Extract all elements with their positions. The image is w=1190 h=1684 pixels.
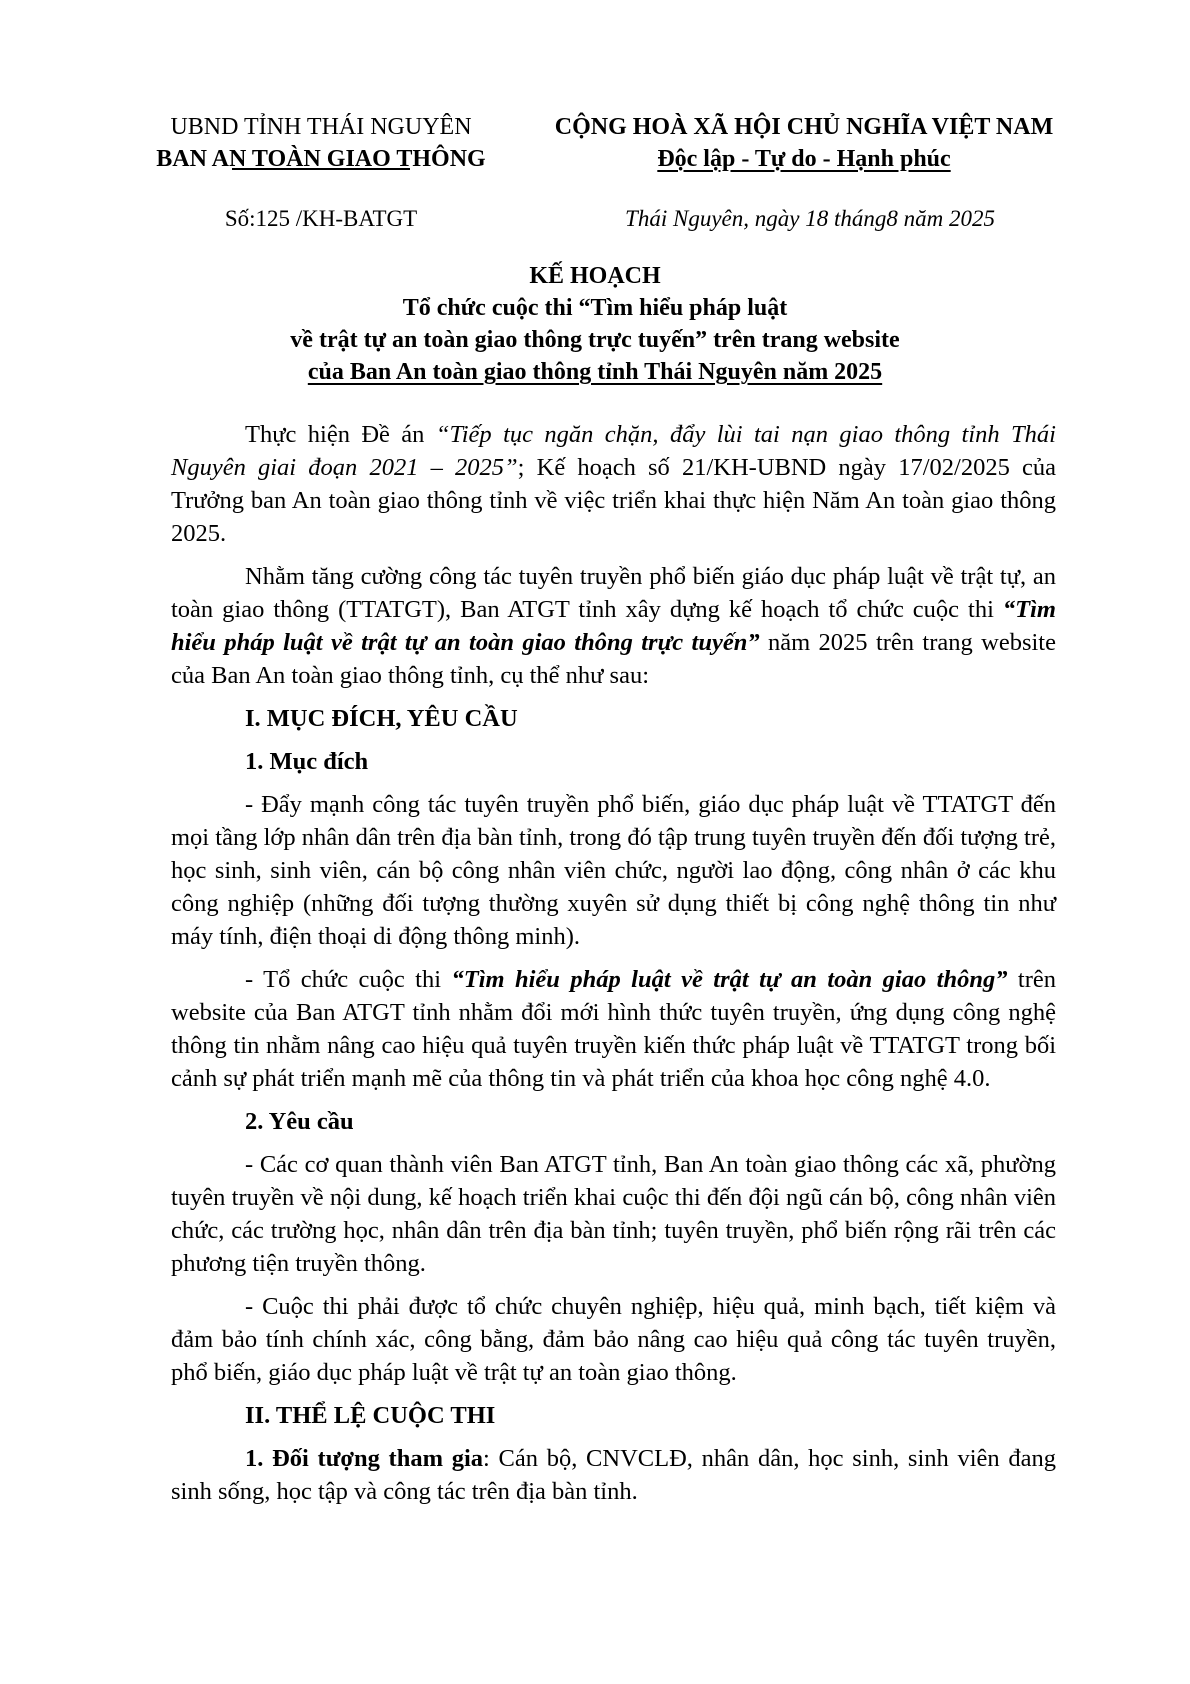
motto: Độc lập - Tự do - Hạnh phúc bbox=[657, 146, 951, 172]
subsection-heading: 2. Yêu cầu bbox=[245, 1108, 354, 1135]
document-body bbox=[171, 418, 1056, 1518]
title-line: của Ban An toàn giao thông tỉnh Thái Nguyên năm 2025 bbox=[307, 359, 883, 385]
country-name: CỘNG HOÀ XÃ HỘI CHỦ NGHĨA VIỆT NAM bbox=[554, 114, 1054, 140]
paragraph: - Các cơ quan thành viên Ban ATGT tỉnh, Ban An toàn giao thông các xã, phường tuyên truyền về nội dung, kế hoạch triển khai cuộc thi đến đội ngũ cán bộ, công nhân viên chức, các trường học, nhân dân trên địa bàn tỉnh; tuyên truyền, phổ biến rộng rãi trên các phương tiện truyền thông. bbox=[171, 1151, 1056, 1277]
title-type: KẾ HOẠCH bbox=[529, 263, 661, 289]
paragraph: Thực hiện Đề án “Tiếp tục ngăn chặn, đẩy lùi tai nạn giao thông tỉnh Thái Nguyên giai đoạn 2021 – 2025”; Kế hoạch số 21/KH-UBND ngày 17/02/2025 của Trưởng ban An toàn giao thông tỉnh về việc triển khai thực hiện Năm An toàn giao thông 2025. bbox=[171, 421, 1056, 547]
agency-parent: UBND TỈNH THÁI NGUYÊN bbox=[170, 114, 472, 140]
section-heading: II. THỂ LỆ CUỘC THI bbox=[245, 1402, 496, 1429]
subsection-heading: 1. Mục đích bbox=[245, 748, 369, 775]
national-motto bbox=[530, 111, 1078, 175]
section-heading: I. MỤC ĐÍCH, YÊU CẦU bbox=[245, 705, 518, 732]
title-line: Tổ chức cuộc thi “Tìm hiểu pháp luật bbox=[402, 295, 788, 321]
paragraph: - Cuộc thi phải được tổ chức chuyên nghiệp, hiệu quả, minh bạch, tiết kiệm và đảm bảo tính chính xác, công bằng, đảm bảo nâng cao hiệu quả công tác tuyên truyền, phổ biến, giáo dục pháp luật về trật tự an toàn giao thông. bbox=[171, 1293, 1056, 1386]
issuing-agency bbox=[140, 111, 502, 170]
paragraph: - Đẩy mạnh công tác tuyên truyền phổ biến, giáo dục pháp luật về TTATGT đến mọi tầng lớp nhân dân trên địa bàn tỉnh, trong đó tập trung tuyên truyền đến đối tượng trẻ, học sinh, sinh viên, cán bộ công nhân viên chức, người lao động, công nhân ở các khu công nghiệp (những đối tượng thường xuyên sử dụng thiết bị công nghệ thông tin như máy tính, điện thoại di động thông minh). bbox=[171, 791, 1056, 950]
paragraph: - Tổ chức cuộc thi “Tìm hiểu pháp luật về trật tự an toàn giao thông” trên website của Ban ATGT tỉnh nhằm đổi mới hình thức tuyên truyền, ứng dụng công nghệ thông tin nhằm nâng cao hiệu quả tuyên truyền kiến thức pháp luật về TTATGT trong bối cảnh sự phát triển mạnh mẽ của thông tin và phát triển của khoa học công nghệ 4.0. bbox=[171, 966, 1057, 1092]
place-date: Thái Nguyên, ngày 18 tháng8 năm 2025 bbox=[625, 206, 995, 231]
document-title bbox=[160, 260, 1030, 388]
agency-name: BAN AN TOÀN GIAO THÔNG bbox=[156, 146, 486, 172]
title-line: về trật tự an toàn giao thông trực tuyến” trên trang website bbox=[290, 327, 900, 353]
paragraph: Nhằm tăng cường công tác tuyên truyền phổ biến giáo dục pháp luật về trật tự, an toàn giao thông (TTATGT), Ban ATGT tỉnh xây dựng kế hoạch tổ chức cuộc thi “Tìm hiểu pháp luật về trật tự an toàn giao thông trực tuyến” năm 2025 trên trang website của Ban An toàn giao thông tỉnh, cụ thể như sau: bbox=[171, 563, 1056, 689]
document-number: Số:125 /KH-BATGT bbox=[224, 206, 418, 231]
paragraph: 1. Đối tượng tham gia: Cán bộ, CNVCLĐ, nhân dân, học sinh, sinh viên đang sinh sống, học tập và công tác trên địa bàn tỉnh. bbox=[171, 1445, 1056, 1505]
